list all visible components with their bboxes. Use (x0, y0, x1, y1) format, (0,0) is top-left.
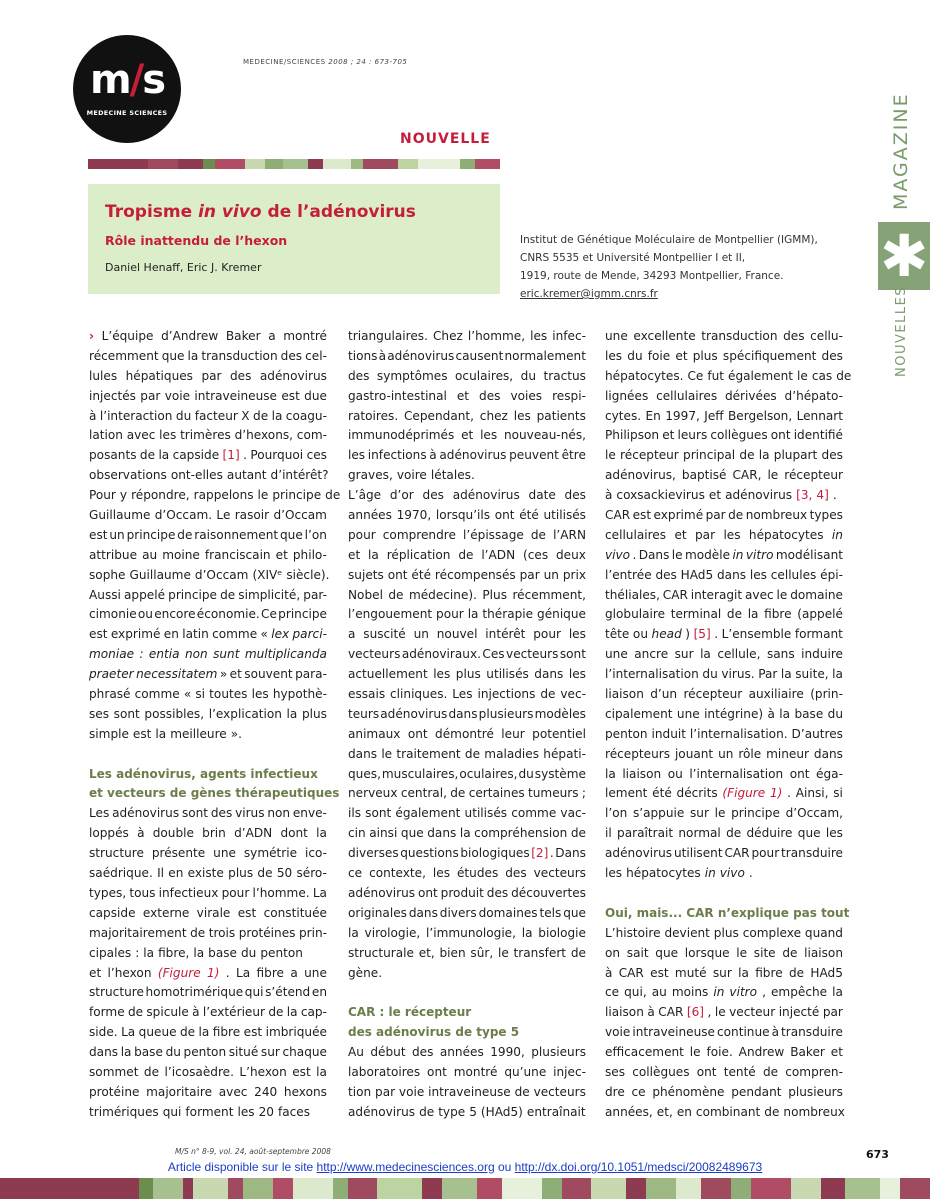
text-line: liaison à CAR [6] , le vecteur injecté par (605, 1005, 843, 1020)
text-line: récemment que la transduction des cel- (89, 348, 327, 363)
text-line: animaux ont démontré leur potentiel (348, 726, 586, 741)
text-line: forme de spicule à l’extérieur de la cap- (89, 1005, 327, 1020)
text-line: laboratoires ont montré qu’une injec- (348, 1064, 586, 1079)
text-line: trimériques qui forment les 20 faces (89, 1104, 311, 1119)
text-line: lation avec les trimères d’hexons, com- (89, 428, 327, 443)
text-line: sommet de l’icosaèdre. L’hexon est la (89, 1064, 327, 1079)
text-line: et vecteurs de gènes thérapeutiques (89, 786, 340, 801)
text-line: cipalement une intégrine) à la base du (605, 706, 843, 721)
text-line: ils sont également utilisés comme vac- (348, 806, 586, 821)
nouvelles-side-label: NOUVELLES (894, 285, 909, 377)
text-line: phrasé comme « si toutes les hypothè- (89, 687, 327, 702)
article-title: Tropisme in vivo de l’adénovirus (105, 202, 416, 222)
text-line: théliales, CAR interagit avec le domaine (605, 587, 843, 602)
text-line: penton induit l’internalisation. D’autres (605, 726, 843, 741)
doi-link[interactable]: http://dx.doi.org/10.1051/medsci/20082489673 (514, 1160, 763, 1174)
footer-citation: M/S n° 8-9, vol. 24, août-septembre 2008 (175, 1147, 331, 1156)
text-line: Pour y répondre, rappelons le principe de (89, 488, 341, 503)
section-label: NOUVELLE (400, 131, 491, 147)
logo-name: MEDECINE SCIENCES (86, 109, 168, 117)
text-line: saédrique. Il en existe plus de 50 séro- (89, 866, 327, 881)
site-link[interactable]: http://www.medecinesciences.org (316, 1160, 495, 1174)
text-line: capside externe virale est constituée (89, 905, 327, 920)
text-line: tête ou head ) [5] . L’ensemble formant (605, 627, 843, 642)
text-line: nerveux central, de certaines tumeurs ; (348, 786, 586, 801)
text-line: la virologie, l’immunologie, la biologie (348, 925, 586, 940)
text-line: lement été décrits (Figure 1) . Ainsi, si (605, 786, 843, 801)
text-line: cytes. En 1997, Jeff Bergelson, Lennart (605, 408, 843, 423)
text-line: est exprimé en latin comme « lex parci- (89, 627, 327, 642)
text-line: efficacement le foie. Andrew Baker et (605, 1045, 843, 1060)
text-line: cimonie ou encore économie. Ce principe (89, 607, 327, 622)
text-line: actuellement les plus utilisés dans les (348, 667, 586, 682)
text-line: Oui, mais... CAR n’explique pas tout (605, 905, 850, 920)
journal-reference: MEDECINE/SCIENCES 2008 ; 24 : 673-705 (243, 58, 408, 66)
text-line: liaison d’un récepteur auxiliaire (prin- (605, 687, 843, 702)
text-line: hépatocytes. Ce fut également le cas de (605, 368, 852, 383)
text-line: pour comprendre l’épissage de l’ARN (348, 527, 586, 542)
author-email-link[interactable]: eric.kremer@igmm.cnrs.fr (520, 288, 658, 300)
text-line: tion par voie intraveineuse de vecteurs (348, 1084, 586, 1099)
text-line: a suscité un nouvel intérêt pour les (348, 627, 586, 642)
text-line: récepteurs jouant un rôle mineur dans (605, 746, 843, 761)
text-line: et l’hexon (Figure 1) . La fibre a une (89, 965, 327, 980)
text-line: Au début des années 1990, plusieurs (348, 1045, 586, 1060)
text-line: l’engouement pour la thérapie génique (348, 607, 586, 622)
text-line: globulaire terminal de la fibre (appelé (605, 607, 843, 622)
text-line: structurale et, bien sûr, le transfert de (348, 945, 586, 960)
text-line: cipales : la fibre, la base du penton (89, 945, 303, 960)
text-line: moniae : entia non sunt multiplicanda (89, 647, 327, 662)
text-line: Les adénovirus sont des virus non enve- (89, 806, 327, 821)
text-line: les infections à adénovirus peuvent être (348, 448, 586, 463)
text-line: gastro-intestinal et des voies respi- (348, 388, 586, 403)
text-line: L’âge d’or des adénovirus date des (348, 488, 586, 503)
text-line: Guillaume d’Occam. Le rasoir d’Occam (89, 508, 327, 523)
text-line: loppés à double brin d’ADN dont la (89, 826, 327, 841)
text-line: à l’interaction du facteur X de la coagu- (89, 408, 327, 423)
text-line: adénovirus ont produit des découvertes (348, 885, 586, 900)
text-line: majoritairement de trois protéines prin- (89, 925, 327, 940)
footer-availability: Article disponible sur le site http://www.medecinesciences.org ou http://dx.doi.org/10.1051/medsci/20082489673 (167, 1160, 763, 1174)
text-line: ratoires. Cependant, chez les patients (348, 408, 586, 423)
text-line: › L’équipe d’Andrew Baker a montré (89, 329, 327, 343)
text-line: posants de la capside [1] . Pourquoi ces (89, 448, 327, 463)
text-line: des symptômes oculaires, du tractus (348, 368, 586, 383)
asterisk-icon: ✱ (879, 222, 929, 290)
text-line (89, 745, 327, 765)
text-column-3 (605, 327, 852, 1123)
text-line: Philipson et leurs collègues ont identifié (605, 428, 843, 443)
text-line: l’on s’appuie sur le principe d’Occam, (605, 806, 843, 821)
text-line: ce qui, au moins in vitro , empêche la (605, 985, 843, 1000)
text-line: teurs adénovirus dans plusieurs modèles (348, 706, 586, 721)
text-line: triangulaires. Chez l’homme, les infec- (348, 329, 586, 343)
text-line: essais cliniques. Les injections de vec- (348, 687, 586, 702)
text-column-1 (89, 327, 341, 1123)
text-line: années, et, en combinant de nombreux (605, 1104, 845, 1119)
text-line: dans la base du penton situé sur chaque (89, 1045, 327, 1060)
text-line: ses collègues ont tenté de compren- (605, 1064, 843, 1079)
text-line: protéine majoritaire avec 240 hexons (89, 1084, 327, 1099)
text-line: structure homotrimérique qui s’étend en (89, 985, 327, 1000)
text-line: l’internalisation du virus. Par la suite, la (605, 667, 843, 682)
text-line: gène. (348, 965, 383, 980)
text-line: le récepteur principal de la plupart des (605, 448, 843, 463)
text-line: praeter necessitatem » et souvent para- (89, 667, 327, 682)
text-line: sophe Guillaume d’Occam (XIVᵉ siècle). (89, 567, 330, 582)
text-line: à CAR est muté sur la fibre de HAd5 (605, 965, 843, 980)
text-line: sujets ont été récompensés par un prix (348, 567, 586, 582)
text-line (605, 884, 843, 904)
text-line: side. La queue de la fibre est imbriquée (89, 1025, 327, 1040)
text-line: vecteurs adénoviraux. Ces vecteurs sont (348, 647, 586, 662)
text-line: Les adénovirus, agents infectieux (89, 766, 318, 781)
page-number: 673 (866, 1148, 889, 1161)
text-line: vivo . Dans le modèle in vitro modélisant (605, 547, 843, 562)
text-line: Nobel de médecine). Plus récemment, (348, 587, 586, 602)
text-line: l’entrée des HAd5 dans les cellules épi- (605, 567, 843, 582)
text-line: adénovirus utilisent CAR pour transduire (605, 846, 843, 861)
text-line: années 1970, lorsqu’ils ont été utilisés (348, 508, 586, 523)
magazine-side-label: MAGAZINE (890, 92, 912, 210)
text-line: lignées cellulaires dérivées d’hépato- (605, 388, 843, 403)
text-line: ques, musculaires, oculaires, du système (348, 766, 586, 781)
article-authors: Daniel Henaff, Eric J. Kremer (105, 261, 262, 274)
text-line: dre ce phénomène pendant plusieurs (605, 1084, 843, 1099)
text-line: la liaison ou l’internalisation ont éga- (605, 766, 843, 781)
text-line: CAR est exprimé par de nombreux types (605, 508, 843, 523)
text-line: simple est la meilleure ». (89, 726, 242, 741)
text-line: immunodéprimés et les nouveau-nés, (348, 428, 586, 443)
text-line: voie intraveineuse continue à transduire (605, 1025, 843, 1040)
text-column-2 (348, 327, 586, 1123)
text-line: une excellente transduction des cellu- (605, 329, 843, 343)
text-line: et la réplication de l’ADN (ces deux (348, 547, 586, 562)
text-line: injectés par voie intraveineuse est due (89, 388, 327, 403)
article-subtitle: Rôle inattendu de l’hexon (105, 233, 288, 248)
text-line: des adénovirus de type 5 (348, 1025, 520, 1040)
text-line: on sait que lorsque le site de liaison (605, 945, 843, 960)
text-line: structure présente une symétrie ico- (89, 846, 327, 861)
journal-logo: m/s MEDECINE SCIENCES (73, 35, 181, 143)
text-line: adénovirus de type 5 (HAd5) entraînait (348, 1104, 586, 1119)
bottom-color-strip (0, 1178, 930, 1199)
text-line: types, tous infectieux pour l’homme. La (89, 885, 327, 900)
text-line: à coxsackievirus et adénovirus [3, 4] . (605, 488, 837, 503)
text-line: une ancre sur la cellule, sans induire (605, 647, 843, 662)
text-line: L’histoire devient plus complexe quand (605, 925, 843, 940)
text-line: adénovirus, baptisé CAR, le récepteur (605, 468, 843, 483)
top-color-strip (88, 159, 500, 169)
text-line: dans le traitement de maladies hépati- (348, 746, 586, 761)
text-line: cellulaires et par les hépatocytes in (605, 527, 843, 542)
text-line: observations ont-elles autant d’intérêt? (89, 468, 329, 483)
text-line: tions à adénovirus causent normalement (348, 348, 586, 363)
text-line: est un principe de raisonnement que l’on (89, 527, 327, 542)
text-line: diverses questions biologiques [2] . Dans (348, 846, 586, 861)
affiliation: Institut de Génétique Moléculaire de Montpellier (IGMM), CNRS 5535 et Université Montpellier I et II, 1919, route de Mende, 34293 Montpellier, France. eric.kremer@igmm.cnrs.fr (520, 231, 818, 303)
text-line: originales dans divers domaines tels que (348, 905, 586, 920)
text-line: lules hépatiques par des adénovirus (89, 368, 327, 383)
text-line: attribue au moine franciscain et philo- (89, 547, 327, 562)
text-line: ses sont possibles, l’explication la plus (89, 706, 327, 721)
text-line (348, 983, 586, 1003)
text-line: il paraîtrait normal de déduire que les (605, 826, 843, 841)
text-line: ce contexte, les études des vecteurs (348, 866, 586, 881)
text-line: les hépatocytes in vivo . (605, 866, 753, 881)
text-line: CAR : le récepteur (348, 1005, 472, 1020)
text-line: cin ainsi que dans la compréhension de (348, 826, 586, 841)
text-line: les du foie et plus spécifiquement des (605, 348, 843, 363)
text-line: graves, voire létales. (348, 468, 475, 483)
text-line: Aussi appelé principe de simplicité, par- (89, 587, 327, 602)
